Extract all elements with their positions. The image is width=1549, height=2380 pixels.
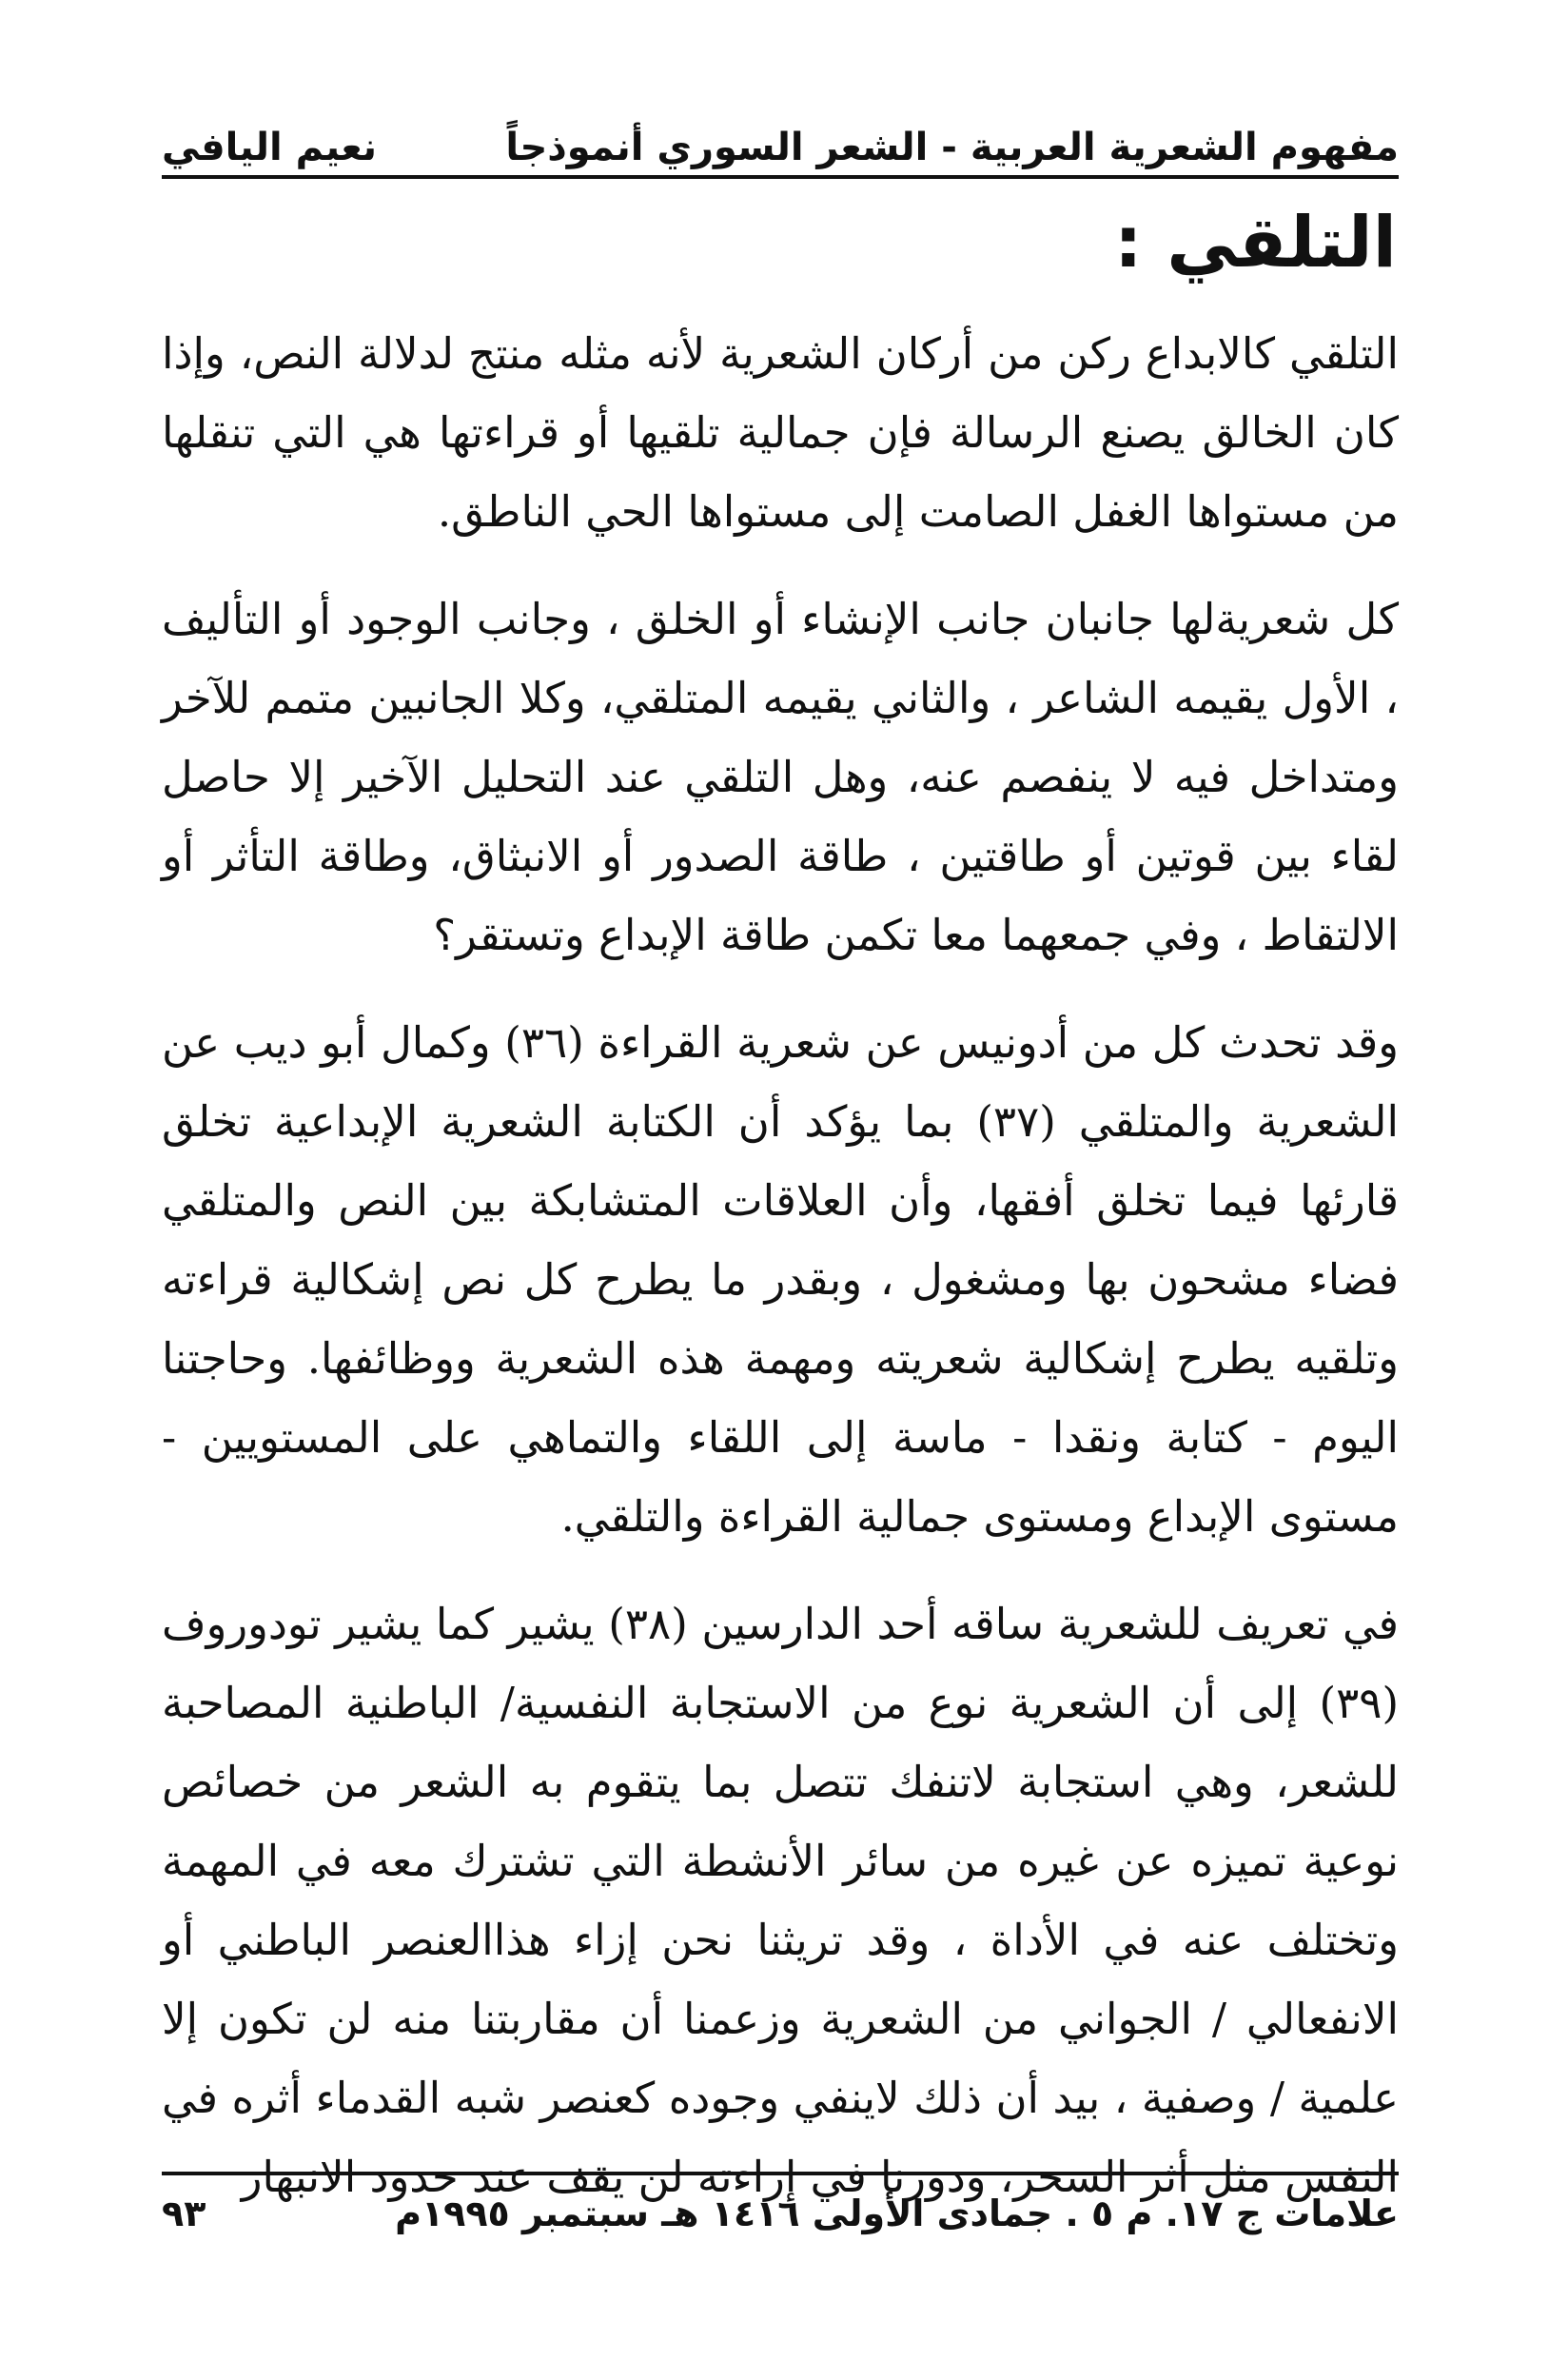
footer-citation: علامات ج ١٧. م ٥ . جمادى الأولى ١٤١٦ هـ سبتمبر ١٩٩٥م: [395, 2193, 1399, 2234]
header-title: مفهوم الشعرية العربية - الشعر السوري أنموذجاً: [505, 126, 1399, 169]
paragraph: كل شعريةلها جانبان جانب الإنشاء أو الخلق ، وجانب الوجود أو التأليف ، الأول يقيمه الشاعر ، والثاني يقيمه المتلقي، وكلا الجانبين متمم للآخر ومتداخل فيه لا ينفصم عنه، وهل التلقي عند التحليل الآخير إلا حاصل لقاء بين قوتين أو طاقتين ، طاقة الصدور أو الانبثاق، وطاقة التأثر أو الالتقاط ، وفي جمعهما معا تكمن طاقة الإبداع وتستقر؟: [162, 594, 1399, 960]
footer-divider: [162, 2172, 1399, 2175]
paragraph: التلقي كالابداع ركن من أركان الشعرية لأنه مثله منتج لدلالة النص، وإذا كان الخالق يصنع الرسالة فإن جمالية تلقيها أو قراءتها هي التي تنقلها من مستواها الغفل الصامت إلى مستواها الحي الناطق.: [162, 328, 1399, 537]
paragraph: في تعريف للشعرية ساقه أحد الدارسين (٣٨) يشير كما يشير تودوروف (٣٩) إلى أن الشعرية نوع من الاستجابة النفسية/ الباطنية المصاحبة للشعر، وهي استجابة لاتنفك تتصل بما يتقوم به الشعر من خصائص نوعية تميزه عن غيره من سائر الأنشطة التي تشترك معه في المهمة وتختلف عنه في الأداة ، وقد تريثنا نحن إزاء هذاالعنصر الباطني أو الانفعالي / الجواني من الشعرية وزعمنا أن مقاربتنا منه لن تكون إلا علمية / وصفية ، بيد أن ذلك لاينفي وجوده كعنصر شبه القدماء أثره في النفس مثل أثر السحر، ودورنا في إراءته لن يقف عند حدود الانبهار: [162, 1599, 1399, 2202]
running-footer: [162, 2185, 1399, 2242]
paragraph: وقد تحدث كل من أدونيس عن شعرية القراءة (٣٦) وكمال أبو ديب عن الشعرية والمتلقي (٣٧) بما يؤكد أن الكتابة الشعرية الإبداعية تخلق قارئها فيما تخلق أفقها، وأن العلاقات المتشابكة بين النص والمتلقي فضاء مشحون بها ومشغول ، وبقدر ما يطرح كل نص إشكالية قراءته وتلقيه يطرح إشكالية شعريته ومهمة هذه الشعرية ووظائفها. وحاجتنا اليوم - كتابة ونقدا - ماسة إلى اللقاء والتماهي على المستويين - مستوى الإبداع ومستوى جمالية القراءة والتلقي.: [162, 1017, 1400, 1542]
running-header: [162, 112, 1399, 169]
header-author: نعيم اليافي: [162, 126, 377, 169]
section-heading: التلقي :: [1113, 202, 1397, 284]
header-divider: [162, 175, 1399, 179]
body-text: [162, 314, 1399, 2245]
page-number: ٩٣: [162, 2193, 206, 2234]
